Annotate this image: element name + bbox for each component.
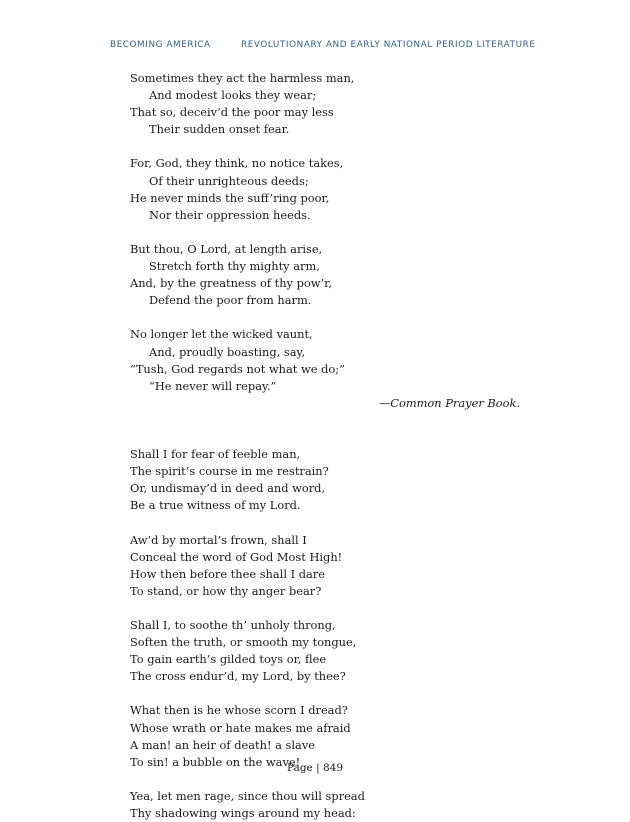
poem-line: “He never will repay.” xyxy=(149,378,277,393)
poem-line: Shall I, to soothe th’ unholy throng, xyxy=(130,618,336,632)
poem-line: What then is he whose scorn I dread? xyxy=(130,703,348,718)
poem-line: How then before thee shall I dare xyxy=(130,566,325,581)
poem-line: “Tush, God regards not what we do;” xyxy=(130,361,345,376)
stanza xyxy=(130,702,530,770)
poem-line: And modest looks they wear; xyxy=(149,88,317,103)
poem-line: Their sudden onset fear. xyxy=(149,122,290,137)
header-book-title: BECOMING AMERICA xyxy=(110,40,211,50)
poem-line: Stretch forth thy mighty arm, xyxy=(149,259,320,274)
stanza-gap xyxy=(130,224,530,241)
stanza xyxy=(130,155,530,223)
stanza xyxy=(130,326,530,394)
poem-line: The spirit’s course in me restrain? xyxy=(130,464,329,479)
poem-line: No longer let the wicked vaunt, xyxy=(130,327,313,342)
poem-line: Whose wrath or hate makes me afraid xyxy=(130,720,351,735)
poem-part-one xyxy=(130,70,530,395)
poem-line: But thou, O Lord, at length arise, xyxy=(130,241,323,256)
poem-line: Nor their oppression heeds. xyxy=(149,207,311,222)
stanza xyxy=(130,788,530,822)
section-gap xyxy=(130,429,530,446)
stanza xyxy=(130,241,530,309)
header-section-title: REVOLUTIONARY AND EARLY NATIONAL PERIOD LITERATURE xyxy=(241,40,536,50)
stanza-gap xyxy=(130,685,530,702)
stanza xyxy=(130,446,530,514)
poem-body xyxy=(130,70,530,822)
stanza-gap xyxy=(130,138,530,155)
section-gap xyxy=(130,412,530,429)
poem-line: Soften the truth, or smooth my tongue, xyxy=(130,635,357,650)
poem-line: For, God, they think, no notice takes, xyxy=(130,156,344,171)
poem-line: And, proudly boasting, say, xyxy=(149,344,306,359)
poem-line: Be a true witness of my Lord. xyxy=(130,498,301,513)
poem-line: Thy shadowing wings around my head: xyxy=(130,806,356,821)
stanza-gap xyxy=(130,309,530,326)
poem-line: That so, deceiv’d the poor may less xyxy=(130,105,334,120)
poem-line: Aw’d by mortal’s frown, shall I xyxy=(130,532,307,547)
stanza xyxy=(130,70,530,138)
poem-line: He never minds the suff’ring poor, xyxy=(130,190,330,205)
poem-line: To gain earth’s gilded toys or, flee xyxy=(130,652,327,667)
stanza-gap xyxy=(130,514,530,531)
poem-line: Defend the poor from harm. xyxy=(149,293,312,308)
poem-line: To stand, or how thy anger bear? xyxy=(130,583,322,598)
attribution: —Common Prayer Book. xyxy=(378,395,520,410)
poem-line: A man! an heir of death! a slave xyxy=(130,737,316,752)
poem-line: Conceal the word of God Most High! xyxy=(130,549,343,564)
stanza xyxy=(130,617,530,685)
page-number: Page | 849 xyxy=(286,762,344,774)
running-header xyxy=(0,40,630,54)
poem-line: Of their unrighteous deeds; xyxy=(149,173,309,188)
stanza-gap xyxy=(130,600,530,617)
poem-line: Sometimes they act the harmless man, xyxy=(130,71,355,85)
poem-line: The cross endur’d, my Lord, by thee? xyxy=(130,669,346,684)
poem-line: Or, undismay’d in deed and word, xyxy=(130,481,326,496)
stanza xyxy=(130,532,530,600)
poem-line: And, by the greatness of thy pow’r, xyxy=(130,276,332,291)
poem-line: Yea, let men rage, since thou will spread xyxy=(130,788,365,803)
poem-line: Shall I for fear of feeble man, xyxy=(130,447,301,462)
poem-line: To sin! a bubble on the wave! xyxy=(130,754,301,769)
